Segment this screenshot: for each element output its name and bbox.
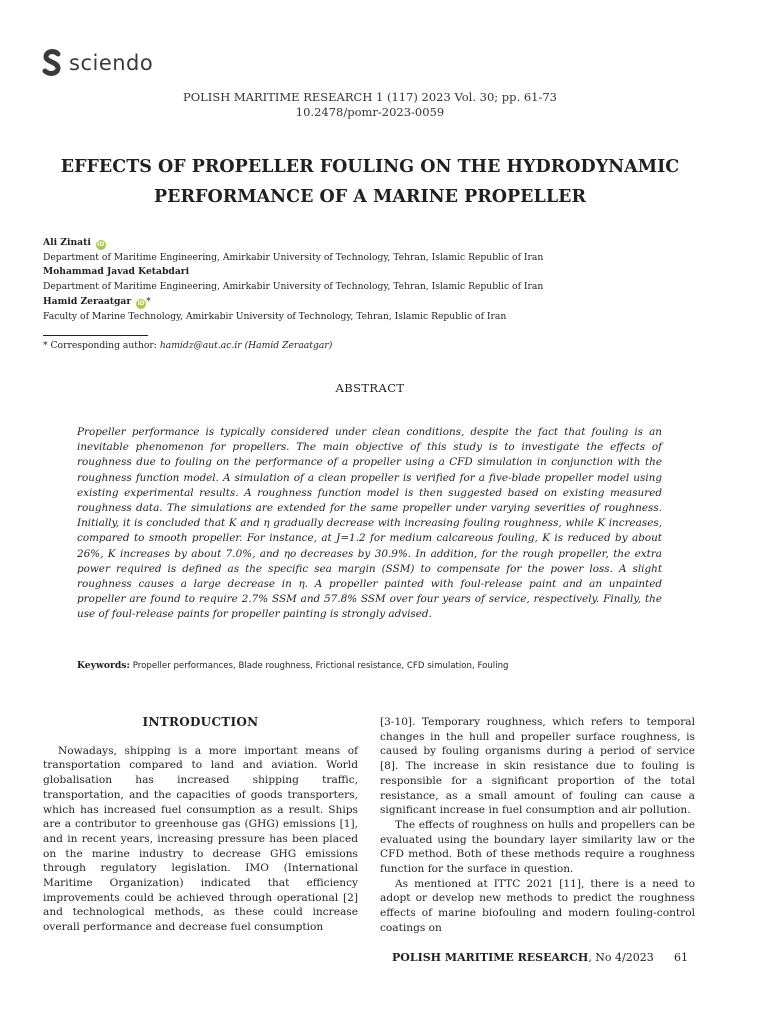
- page-number: 61: [674, 951, 688, 964]
- author-name: Ali Zinati: [43, 237, 91, 248]
- page-footer: [392, 951, 654, 964]
- doi[interactable]: 10.2478/pomr-2023-0059: [295, 105, 445, 119]
- orcid-icon[interactable]: iD: [97, 241, 105, 248]
- author-affiliation: Department of Maritime Engineering, Amirkabir University of Technology, Tehran, Islamic Republic of Iran: [43, 281, 544, 293]
- abstract-text: Propeller performance is typically considered under clean conditions, despite the fact that fouling is an inevitable phenomenon for propellers. The main objective of this study is to investigate the effects of roughness due to fouling on the performance of a propeller using a CFD simulation in conjunction with the roughness function model. A simulation of a clean propeller is verified for a five-blade propeller model using existing experimental results. A roughness function model is then suggested based on existing measured roughness data. The simulations are extended for the same propeller under varying severities of roughness. Initially, it is concluded that K and η gradually decrease with increasing fouling roughness, while K increases, compared to smooth propeller. For instance, at J=1.2 for medium calcareous fouling, K is reduced by about 26%, K increases by about 7.0%, and ηo decreases by 30.9%. In addition, for the rough propeller, the extra power required is defined as the specific sea margin (SSM) to compensate for the power loss. A slight roughness causes a large decrease in η. A propeller painted with foul-release paint and an unpainted propeller are found to require 2.7% SSM and 57.8% SSM over four years of service, respectively. Finally, the use of foul-release paints for propeller painting is strongly advised.: [77, 426, 662, 621]
- keywords-label: Keywords:: [77, 660, 130, 671]
- author-name: Hamid Zeraatgar: [43, 295, 132, 307]
- corresponding-email[interactable]: hamidz@aut.ac.ir (Hamid Zeraatgar): [159, 340, 333, 351]
- publisher-logo: [42, 49, 153, 77]
- keywords-value: Propeller performances, Blade roughness, Frictional resistance, CFD simulation, Fouling: [132, 661, 509, 671]
- abstract-heading: ABSTRACT: [335, 381, 405, 395]
- left-column: [43, 715, 358, 935]
- paper-title: [30, 152, 710, 212]
- author-list: [43, 236, 683, 324]
- sciendo-s-icon: [42, 49, 64, 77]
- publisher-name: sciendo: [69, 51, 154, 75]
- corresponding-marker: *: [146, 295, 151, 307]
- footer-issue: , No 4/2023: [588, 951, 654, 964]
- paragraph: [3-10]. Temporary roughness, which refers to temporal changes in the hull and propeller surface roughness, is caused by fouling organisms during a period of service [8]. The increase in skin resistance due to fouling is responsible for a significant proportion of the total resistance, as a small amount of fouling can cause a significant increase in fuel consumption and air pollution.: [380, 716, 695, 817]
- title-line-2: PERFORMANCE OF A MARINE PROPELLER: [153, 187, 587, 207]
- footnote-divider: [43, 335, 148, 336]
- paragraph: As mentioned at ITTC 2021 [11], there is a need to adopt or develop new methods to predict the roughness effects of marine biofouling and modern fouling-control coatings on: [380, 877, 695, 934]
- author-affiliation: Department of Maritime Engineering, Amirkabir University of Technology, Tehran, Islamic Republic of Iran: [43, 251, 544, 263]
- author-2: [43, 265, 683, 280]
- author-1: [43, 236, 683, 251]
- title-line-1: EFFECTS OF PROPELLER FOULING ON THE HYDRODYNAMIC: [60, 157, 680, 177]
- corresponding-label: * Corresponding author:: [43, 340, 157, 351]
- journal-citation: POLISH MARITIME RESEARCH 1 (117) 2023 Vol. 30; pp. 61-73: [183, 90, 557, 104]
- paragraph: Nowadays, shipping is a more important means of transportation compared to land and aviation. World globalisation has increased shipping traffic, transportation, and the capacities of goods transporters, which has increased fuel consumption as a result. Ships are a contributor to greenhouse gas (GHG) emissions [1], and in recent years, increasing pressure has been placed on the marine industry to decrease GHG emissions through regulatory legislation. IMO (International Maritime Organization) indicated that efficiency improvements could be achieved through operational [2] and technological methods, as these could increase overall performance and decrease fuel consumption: [43, 744, 358, 934]
- author-affiliation: Faculty of Marine Technology, Amirkabir University of Technology, Tehran, Islamic Republic of Iran: [43, 310, 507, 322]
- keywords: [77, 660, 509, 671]
- corresponding-author-note: [43, 340, 332, 351]
- paragraph: The effects of roughness on hulls and propellers can be evaluated using the boundary layer similarity law or the CFD method. Both of these methods require a roughness function for the surface in question.: [380, 818, 695, 876]
- right-column: [380, 715, 695, 936]
- introduction-heading: INTRODUCTION: [142, 715, 259, 729]
- author-name: Mohammad Javad Ketabdari: [43, 266, 190, 278]
- author-3: [43, 295, 683, 310]
- orcid-icon[interactable]: iD: [137, 299, 145, 307]
- footer-journal-name: POLISH MARITIME RESEARCH: [392, 951, 589, 964]
